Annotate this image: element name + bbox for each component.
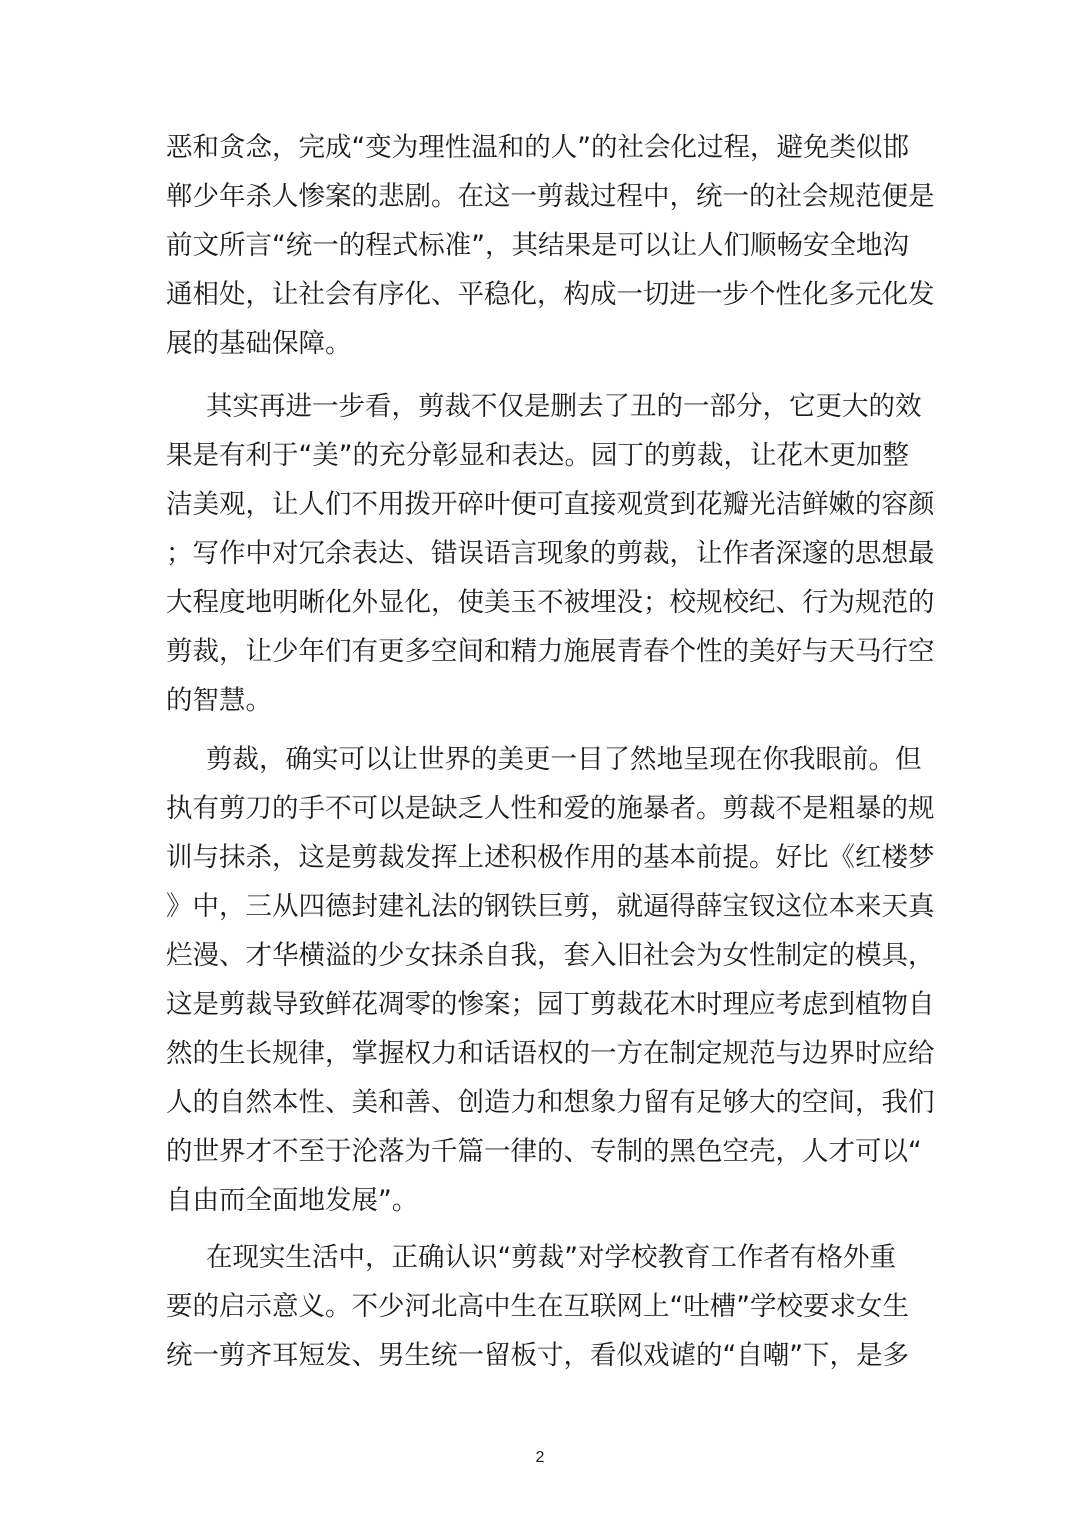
paragraph-line: 烂漫、才华横溢的少女抹杀自我，套入旧社会为女性制定的模具，: [166, 940, 935, 971]
paragraph-line: 前文所言“统一的程式标准”，其结果是可以让人们顺畅安全地沟: [166, 230, 909, 261]
paragraph-line: 这是剪裁导致鲜花凋零的惨案；园丁剪裁花木时理应考虑到植物自: [166, 989, 935, 1020]
paragraph-line: 在现实生活中，正确认识“剪裁”对学校教育工作者有格外重: [206, 1242, 896, 1273]
paragraph-line: 要的启示意义。不少河北高中生在互联网上“吐槽”学校要求女生: [166, 1291, 909, 1322]
paragraph-line: 果是有利于“美”的充分彰显和表达。园丁的剪裁，让花木更加整: [166, 440, 909, 471]
paragraph-3: [166, 735, 935, 1225]
paragraph-4: [166, 1233, 916, 1380]
paragraph-line: 人的自然本性、美和善、创造力和想象力留有足够大的空间，我们: [166, 1087, 935, 1118]
paragraph-line: 恶和贪念，完成“变为理性温和的人”的社会化过程，避免类似邯: [166, 132, 909, 163]
paragraph-line: 通相处，让社会有序化、平稳化，构成一切进一步个性化多元化发: [166, 279, 935, 310]
paragraph-line: 洁美观，让人们不用拨开碎叶便可直接观赏到花瓣光洁鲜嫩的容颜: [166, 489, 935, 520]
paragraph-line: 剪裁，让少年们有更多空间和精力施展青春个性的美好与天马行空: [166, 636, 935, 667]
paragraph-line: 》中，三从四德封建礼法的钢铁巨剪，就逼得薛宝钗这位本来天真: [166, 891, 935, 922]
paragraph-2: [166, 382, 935, 725]
paragraph-line: ；写作中对冗余表达、错误语言现象的剪裁，让作者深邃的思想最: [166, 538, 935, 569]
paragraph-line: 训与抹杀，这是剪裁发挥上述积极作用的基本前提。好比《红楼梦: [166, 842, 935, 873]
paragraph-line: 大程度地明晰化外显化，使美玉不被埋没；校规校纪、行为规范的: [166, 587, 935, 618]
paragraph-line: 统一剪齐耳短发、男生统一留板寸，看似戏谑的“自嘲”下，是多: [166, 1340, 909, 1371]
paragraph-line: 的智慧。: [166, 685, 272, 716]
paragraph-line: 剪裁，确实可以让世界的美更一目了然地呈现在你我眼前。但: [206, 744, 922, 775]
paragraph-1: [166, 123, 935, 368]
paragraph-line: 郸少年杀人惨案的悲剧。在这一剪裁过程中，统一的社会规范便是: [166, 181, 935, 212]
paragraph-line: 的世界才不至于沦落为千篇一律的、专制的黑色空壳，人才可以“: [166, 1136, 922, 1167]
paragraph-line: 展的基础保障。: [166, 328, 352, 359]
paragraph-line: 自由而全面地发展”。: [166, 1185, 419, 1216]
page-number: 2: [535, 1449, 545, 1466]
paragraph-line: 然的生长规律，掌握权力和话语权的一方在制定规范与边界时应给: [166, 1038, 935, 1069]
paragraph-line: 其实再进一步看，剪裁不仅是删去了丑的一部分，它更大的效: [206, 391, 922, 422]
paragraph-line: 执有剪刀的手不可以是缺乏人性和爱的施暴者。剪裁不是粗暴的规: [166, 793, 935, 824]
